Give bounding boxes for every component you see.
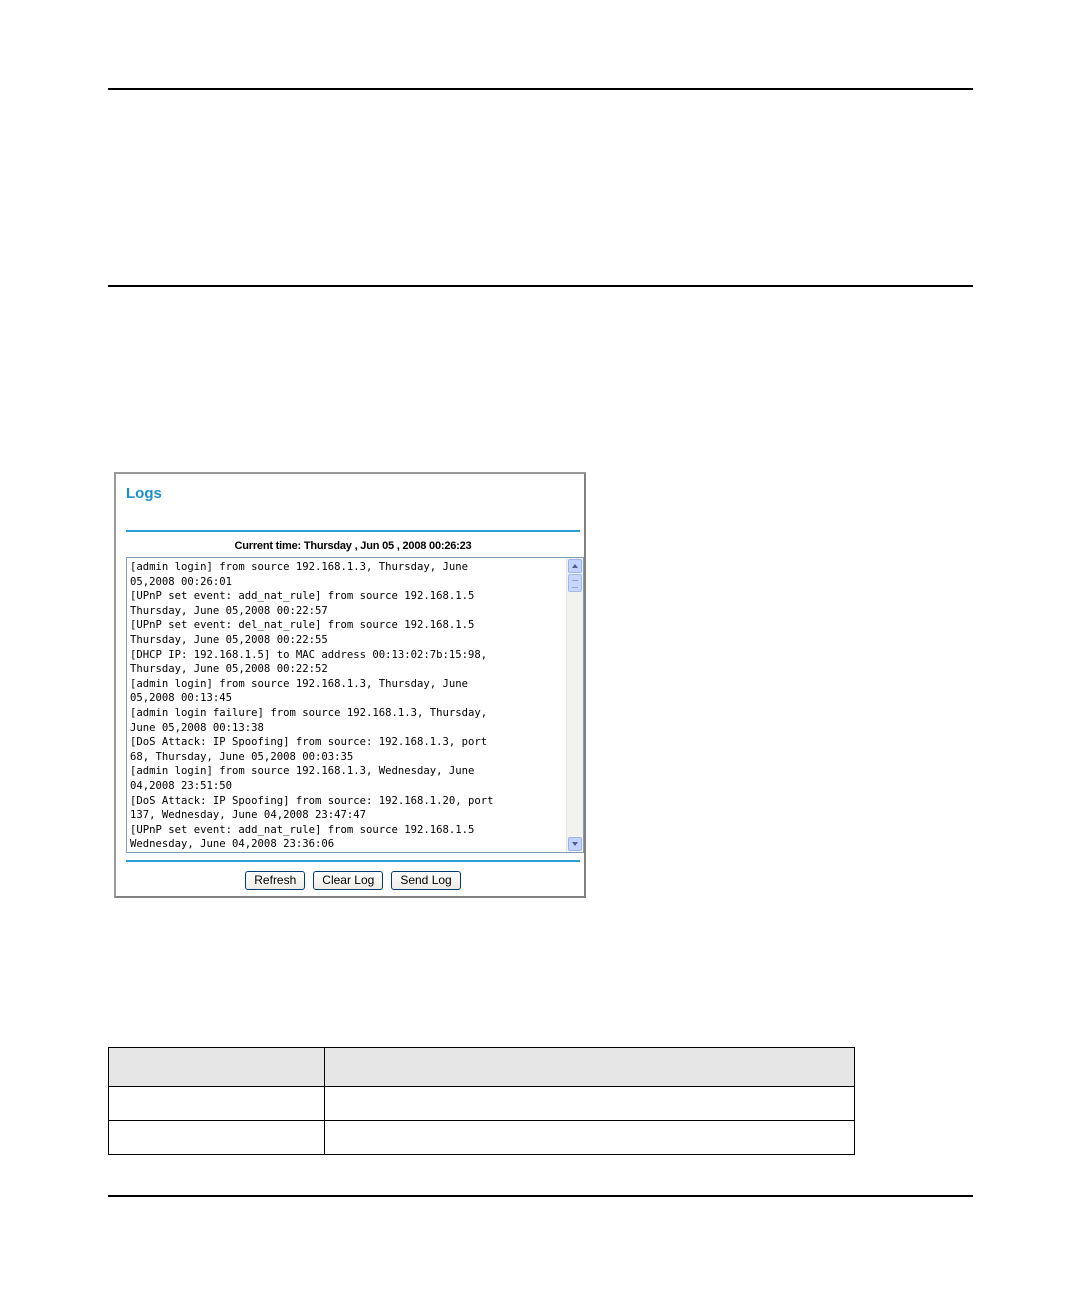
log-line: 68, Thursday, June 05,2008 00:03:35 — [130, 750, 354, 763]
log-line: 05,2008 00:13:45 — [130, 692, 233, 705]
log-entries — [130, 560, 566, 852]
log-line: June 05,2008 00:13:38 — [130, 721, 264, 734]
chevron-down-icon[interactable] — [568, 837, 582, 851]
logs-panel — [114, 472, 586, 898]
description-table — [108, 1047, 855, 1155]
log-line: [DoS Attack: IP Spoofing] from source: 192.168.1.20, port — [130, 794, 494, 807]
log-line: Thursday, June 05,2008 00:22:55 — [130, 633, 328, 646]
log-line: [admin login] from source 192.168.1.3, Wednesday, June — [130, 765, 475, 778]
log-line: [DoS Attack: IP Spoofing] from source: 192.168.1.3, port — [130, 736, 488, 749]
footer-rule — [108, 1195, 973, 1197]
title-divider — [126, 530, 580, 532]
table-cell — [109, 1087, 325, 1121]
table-cell — [325, 1121, 855, 1155]
table-header-cell — [109, 1048, 325, 1087]
table-row — [109, 1087, 855, 1121]
current-time-label: Current time: Thursday , Jun 05 , 2008 00:26:23 — [234, 540, 472, 552]
section-rule — [108, 285, 973, 287]
send-log-button[interactable]: Send Log — [391, 871, 460, 890]
table-header-cell — [325, 1048, 855, 1087]
button-row — [126, 871, 580, 892]
refresh-button[interactable]: Refresh — [245, 871, 305, 890]
log-line: [DHCP IP: 192.168.1.5] to MAC address 00:13:02:7b:15:98, — [130, 648, 488, 661]
log-line: [UPnP set event: add_nat_rule] from source 192.168.1.5 — [130, 590, 475, 603]
log-line: Thursday, June 05,2008 00:22:52 — [130, 663, 328, 676]
button-divider — [126, 860, 580, 862]
log-line: Thursday, June 05,2008 00:22:57 — [130, 604, 328, 617]
log-line: [admin login failure] from source 192.168.1.3, Thursday, — [130, 706, 488, 719]
log-line: [admin login] from source 192.168.1.3, Thursday, June — [130, 677, 469, 690]
table-row — [109, 1121, 855, 1155]
page-title: Logs — [126, 485, 162, 502]
log-scrollbar[interactable] — [566, 558, 583, 852]
log-line: [admin login] from source 192.168.1.3, Thursday, June — [130, 561, 469, 573]
log-line: Wednesday, June 04,2008 23:36:06 — [130, 838, 335, 851]
table-header-row — [109, 1048, 855, 1087]
log-line: 04,2008 23:51:50 — [130, 779, 233, 792]
table-cell — [109, 1121, 325, 1155]
log-textarea[interactable] — [126, 557, 584, 853]
clear-log-button[interactable]: Clear Log — [313, 871, 383, 890]
log-line: 05,2008 00:26:01 — [130, 575, 233, 588]
scroll-thumb[interactable] — [568, 574, 582, 592]
chevron-up-icon[interactable] — [568, 559, 582, 573]
log-line: [UPnP set event: add_nat_rule] from source 192.168.1.5 — [130, 823, 475, 836]
log-line: 137, Wednesday, June 04,2008 23:47:47 — [130, 809, 366, 822]
log-line: [UPnP set event: del_nat_rule] from source 192.168.1.5 — [130, 619, 475, 632]
header-rule — [108, 88, 973, 90]
table-cell — [325, 1087, 855, 1121]
